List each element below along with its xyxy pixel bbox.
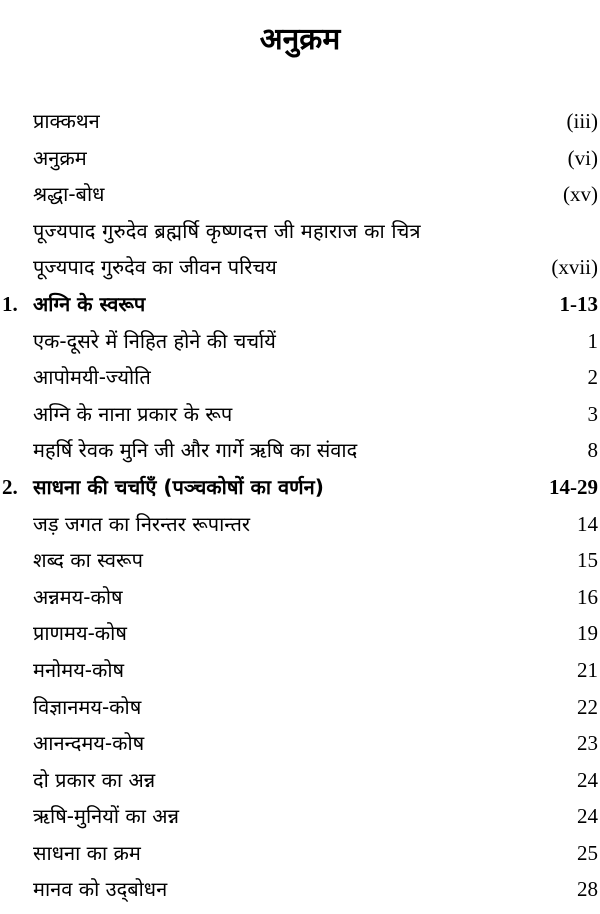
page-number: 21 — [577, 657, 598, 682]
page-number: (vi) — [567, 145, 598, 170]
page-number: (xv) — [563, 182, 598, 207]
entry-title: शब्द का स्वरूप — [33, 548, 143, 573]
entry-title: आनन्दमय-कोष — [33, 731, 145, 756]
entry-title: पूज्यपाद गुरुदेव का जीवन परिचय — [33, 255, 277, 280]
entry-title: दो प्रकार का अन्न — [33, 767, 156, 792]
toc-entry-row — [0, 798, 600, 835]
page-number: 28 — [577, 877, 598, 902]
toc-entry-row — [0, 176, 600, 213]
toc-entry-row — [0, 871, 600, 908]
page-number: 8 — [587, 438, 598, 463]
toc-entry-row — [0, 432, 600, 469]
toc-entry-row — [0, 615, 600, 652]
toc-entry-row — [0, 542, 600, 579]
toc-entry-row — [0, 359, 600, 396]
page-number: 16 — [577, 584, 598, 609]
page-number: 22 — [577, 694, 598, 719]
entry-title: प्राणमय-कोष — [33, 621, 127, 646]
entry-title: अग्नि के नाना प्रकार के रूप — [33, 401, 233, 426]
toc-chapter-row — [0, 286, 600, 323]
entry-title: विज्ञानमय-कोष — [33, 694, 142, 719]
entry-title: मानव को उद्‌बोधन — [33, 877, 168, 902]
chapter-number: 2. — [2, 474, 18, 499]
page-number: 1 — [587, 328, 598, 353]
page-number: 24 — [577, 767, 598, 792]
toc-entry-row — [0, 249, 600, 286]
chapter-title: अग्नि के स्वरूप — [33, 291, 146, 316]
entry-title: महर्षि रेवक मुनि जी और गार्गे ऋषि का संवाद — [33, 438, 358, 463]
entry-title: मनोमय-कोष — [33, 657, 125, 682]
page-number: 1-13 — [559, 291, 598, 316]
page-number: 24 — [577, 804, 598, 829]
toc-entry-row — [0, 652, 600, 689]
page-number: (iii) — [566, 109, 598, 133]
chapter-number: 1. — [2, 291, 18, 316]
entry-title: ऋषि-मुनियों का अन्न — [33, 804, 179, 829]
table-of-contents — [0, 103, 600, 908]
toc-entry-row — [0, 579, 600, 616]
entry-title: पूज्यपाद गुरुदेव ब्रह्मर्षि कृष्णदत्त जी महाराज का चित्र — [33, 218, 421, 243]
toc-entry-row — [0, 506, 600, 543]
toc-entry-row — [0, 835, 600, 872]
entry-title: एक-दूसरे में निहित होने की चर्चायें — [33, 328, 276, 353]
toc-entry-row — [0, 725, 600, 762]
chapter-title: साधना की चर्चाएँ (पञ्चकोषों का वर्णन) — [33, 474, 324, 499]
toc-entry-row — [0, 762, 600, 799]
toc-entry-row — [0, 689, 600, 726]
page-number: 14 — [577, 511, 598, 536]
toc-entry-row — [0, 396, 600, 433]
entry-title: आपोमयी-ज्योति — [33, 365, 151, 390]
page-number: 23 — [577, 731, 598, 756]
entry-title: श्रद्धा-बोध — [33, 182, 105, 207]
page-title: अनुक्रम — [259, 22, 341, 58]
page-number: 3 — [587, 401, 598, 426]
toc-entry-row — [0, 103, 600, 140]
toc-entry-row — [0, 213, 600, 250]
entry-title: अनुक्रम — [33, 145, 87, 170]
page-number: 15 — [577, 548, 598, 573]
toc-entry-row — [0, 140, 600, 177]
entry-title: प्राक्कथन — [33, 109, 100, 133]
toc-chapter-row — [0, 469, 600, 506]
entry-title: अन्नमय-कोष — [33, 584, 123, 609]
page-number: 14-29 — [549, 474, 598, 499]
page-number: 25 — [577, 840, 598, 865]
page-number: 19 — [577, 621, 598, 646]
page-number: (xvii) — [551, 255, 598, 280]
entry-title: साधना का क्रम — [33, 840, 141, 865]
page-number: 2 — [587, 365, 598, 390]
entry-title: जड़ जगत का निरन्तर रूपान्तर — [33, 511, 251, 536]
toc-entry-row — [0, 323, 600, 360]
